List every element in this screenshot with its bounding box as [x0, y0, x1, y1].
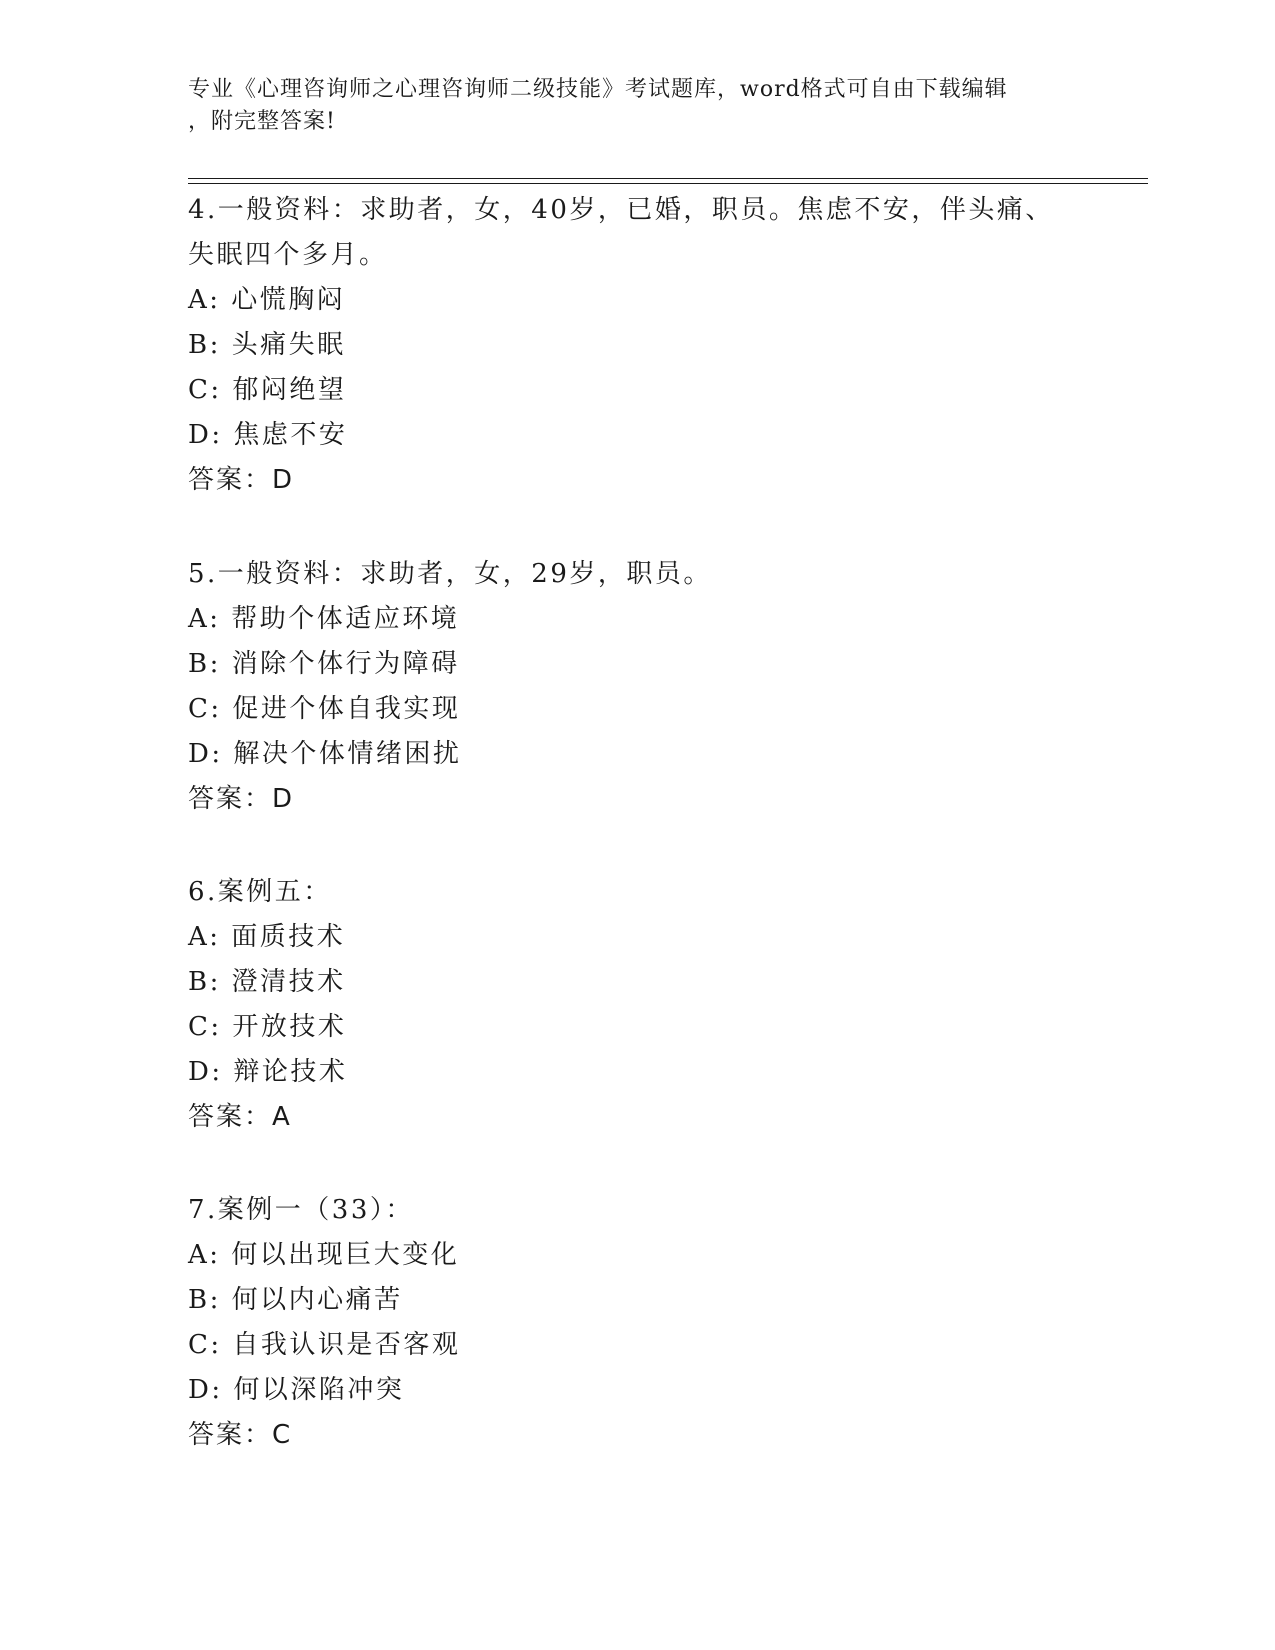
header-divider-top: [188, 178, 1148, 179]
option-b: B: 澄清技术: [188, 967, 346, 997]
question-stem: 5.一般资料：求助者，女，29岁，职员。: [188, 559, 712, 589]
question-6: [188, 870, 1088, 1140]
document-header: [188, 74, 1068, 138]
option-d: D: 焦虑不安: [188, 420, 348, 450]
question-stem: 6.案例五：: [188, 877, 332, 907]
option-a: A: 心慌胸闷: [188, 285, 346, 315]
question-stem: 4.一般资料：求助者，女，40岁，已婚，职员。焦虑不安，伴头痛、: [188, 195, 1054, 225]
answer: 答案：C: [188, 1420, 293, 1450]
answer: 答案：D: [188, 465, 295, 495]
question-stem: 7.案例一（33）：: [188, 1195, 414, 1225]
option-b: B: 头痛失眠: [188, 330, 346, 360]
answer: 答案：D: [188, 784, 295, 814]
question-5: [188, 552, 1088, 822]
header-divider-bottom: [188, 183, 1148, 184]
answer: 答案：A: [188, 1102, 292, 1132]
option-c: C: 促进个体自我实现: [188, 694, 461, 724]
option-a: A: 面质技术: [188, 922, 346, 952]
option-a: A: 帮助个体适应环境: [188, 604, 460, 634]
option-c: C: 开放技术: [188, 1012, 347, 1042]
question-7: [188, 1188, 1088, 1458]
option-c: C: 郁闷绝望: [188, 375, 347, 405]
option-d: D: 辩论技术: [188, 1057, 348, 1087]
question-4: [188, 188, 1088, 503]
header-line-2: ，附完整答案!: [188, 109, 336, 134]
option-d: D: 解决个体情绪困扰: [188, 739, 462, 769]
option-b: B: 何以内心痛苦: [188, 1285, 403, 1315]
header-line-1: 专业《心理咨询师之心理咨询师二级技能》考试题库，word格式可自由下载编辑: [188, 77, 1008, 102]
option-c: C: 自我认识是否客观: [188, 1330, 461, 1360]
option-b: B: 消除个体行为障碍: [188, 649, 460, 679]
option-a: A: 何以出现巨大变化: [188, 1240, 460, 1270]
option-d: D: 何以深陷冲突: [188, 1375, 405, 1405]
question-stem-continued: 失眠四个多月。: [188, 240, 388, 270]
